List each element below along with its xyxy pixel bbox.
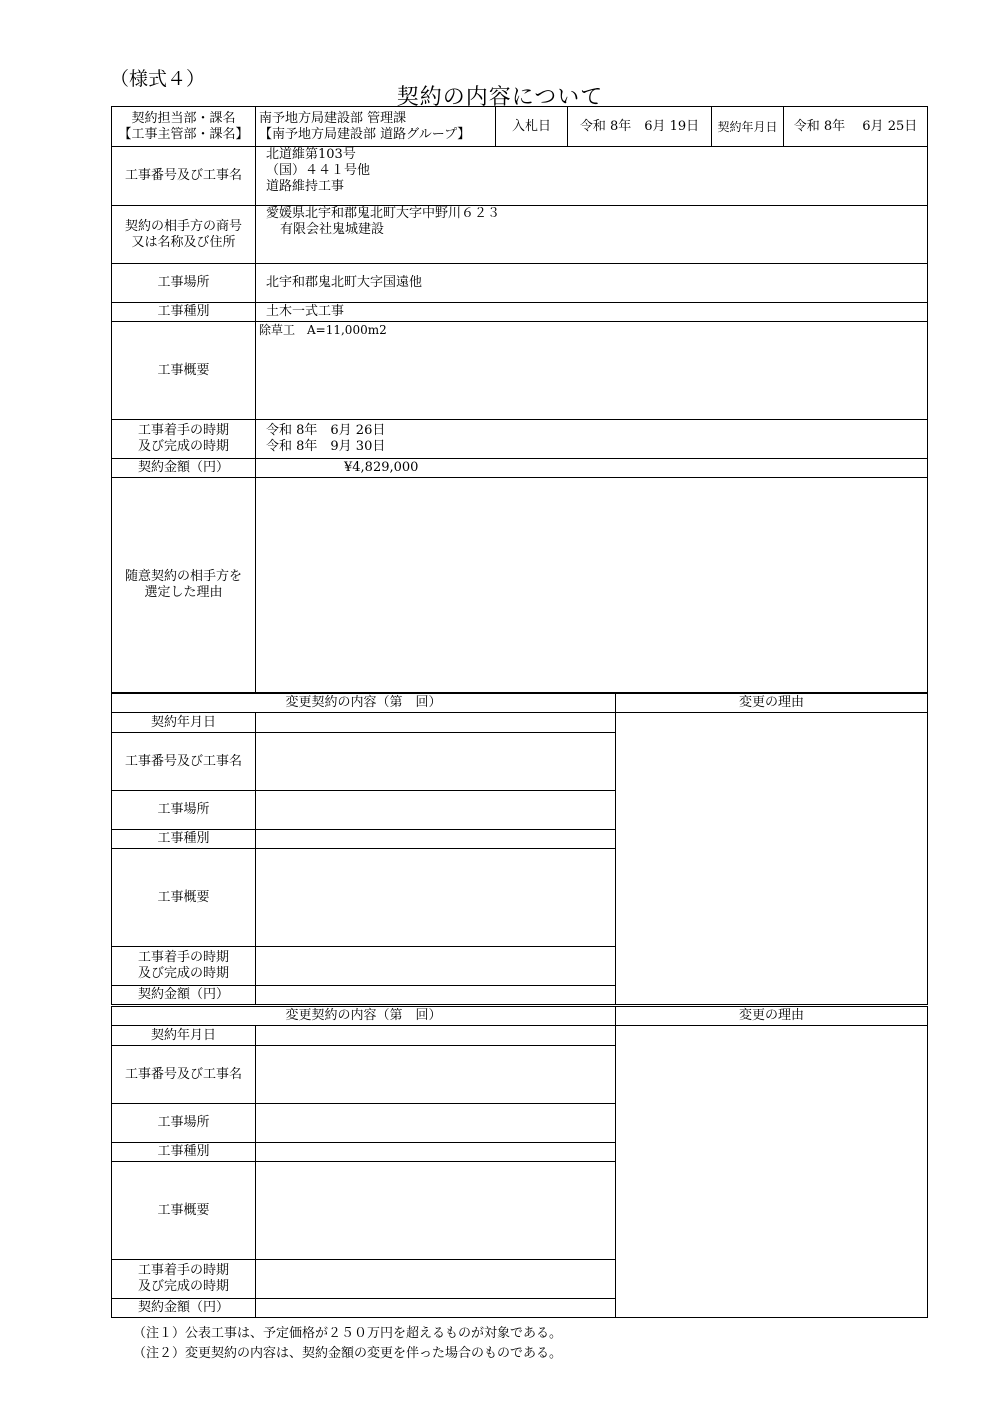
change-header: 変更契約の内容（第 回） [112,1007,616,1026]
period-label-cell [112,420,256,459]
change-period-label-cell [112,947,256,986]
dept-label-cell [112,107,256,147]
change-summary-label: 工事概要 [112,849,256,947]
change-table-2 [111,1006,928,1318]
site-value: 北宇和郡鬼北町大字国遠他 [256,264,928,303]
dept-value-2: 【南予地方局建設部 道路グループ】 [259,126,471,142]
period-label-2: 及び完成の時期 [137,439,229,454]
reason-value [256,478,928,693]
change-work-no-value [256,1046,616,1104]
work-no-label: 工事番号及び工事名 [112,147,256,206]
work-no-value [256,147,928,206]
change-table-1 [111,693,928,1005]
work-no-line-2: （国）４４１号他 [266,163,371,178]
amount-label: 契約金額（円） [112,459,256,478]
change-reason-value [616,1026,928,1318]
period-value [256,420,928,459]
change-contract-date-value [256,713,616,733]
change-period-label-2: 及び完成の時期 [137,966,229,981]
amount-value: ¥4,829,000 [256,459,928,478]
work-no-line-1: 北道維第103号 [266,147,356,162]
bid-date-value: 令和 8年 6月 19日 [568,107,712,147]
change-contract-date-label: 契約年月日 [112,713,256,733]
form-number-label: （様式４） [110,68,206,90]
reason-label-cell [112,478,256,693]
change-type-value [256,1143,616,1162]
dept-value-1: 南予地方局建設部 管理課 [259,110,407,126]
counterparty-name: 有限会社鬼城建設 [280,222,385,237]
change-header: 変更契約の内容（第 回） [112,694,616,713]
change-amount-label: 契約金額（円） [112,1299,256,1318]
period-start: 令和 8年 6月 26日 [266,423,386,438]
bid-date-label: 入札日 [496,107,568,147]
dept-value-cell [256,107,496,147]
counterparty-address: 愛媛県北宇和郡鬼北町大字中野川６２３ [266,206,501,221]
change-contract-date-value [256,1026,616,1046]
change-site-value [256,791,616,830]
change-work-no-value [256,733,616,791]
counterparty-value [256,206,928,264]
change-amount-value [256,1299,616,1318]
change-reason-header: 変更の理由 [616,694,928,713]
change-site-label: 工事場所 [112,791,256,830]
change-site-label: 工事場所 [112,1104,256,1143]
contract-date-label: 契約年月日 [712,107,784,147]
change-amount-label: 契約金額（円） [112,986,256,1005]
dept-label-1: 契約担当部・課名 [131,110,236,126]
note-1: （注１）公表工事は、予定価格が２５０万円を超えるものが対象である。 [133,1326,563,1341]
type-label: 工事種別 [112,303,256,322]
change-work-no-label: 工事番号及び工事名 [112,1046,256,1104]
change-period-value [256,1260,616,1299]
change-period-label-cell [112,1260,256,1299]
counterparty-label-2: 又は名称及び住所 [131,234,236,250]
dept-label-2: 【工事主管部・課名】 [118,126,249,142]
summary-label: 工事概要 [112,322,256,420]
change-contract-date-label: 契約年月日 [112,1026,256,1046]
change-reason-value [616,713,928,1005]
change-period-label-2: 及び完成の時期 [137,1279,229,1294]
change-period-label-1: 工事着手の時期 [137,1263,229,1278]
change-type-label: 工事種別 [112,830,256,849]
change-site-value [256,1104,616,1143]
note-2: （注２）変更契約の内容は、契約金額の変更を伴った場合のものである。 [133,1346,563,1361]
summary-value: 除草工 A=11,000m2 [256,322,928,420]
change-amount-value [256,986,616,1005]
work-no-line-3: 道路維持工事 [266,179,345,194]
site-label: 工事場所 [112,264,256,303]
type-value: 土木一式工事 [256,303,928,322]
change-summary-value [256,1162,616,1260]
change-summary-label: 工事概要 [112,1162,256,1260]
change-work-no-label: 工事番号及び工事名 [112,733,256,791]
change-reason-header: 変更の理由 [616,1007,928,1026]
change-summary-value [256,849,616,947]
page-title: 契約の内容について [396,85,604,110]
counterparty-label-1: 契約の相手方の商号 [124,218,242,234]
change-type-label: 工事種別 [112,1143,256,1162]
contract-date-value: 令和 8年 6月 25日 [784,107,928,147]
reason-label-2: 選定した理由 [144,585,223,600]
contract-table [111,106,928,693]
change-period-value [256,947,616,986]
change-period-label-1: 工事着手の時期 [137,950,229,965]
reason-label-1: 随意契約の相手方を [124,569,242,584]
period-end: 令和 8年 9月 30日 [266,439,386,454]
change-type-value [256,830,616,849]
period-label-1: 工事着手の時期 [137,423,229,438]
counterparty-label-cell [112,206,256,264]
